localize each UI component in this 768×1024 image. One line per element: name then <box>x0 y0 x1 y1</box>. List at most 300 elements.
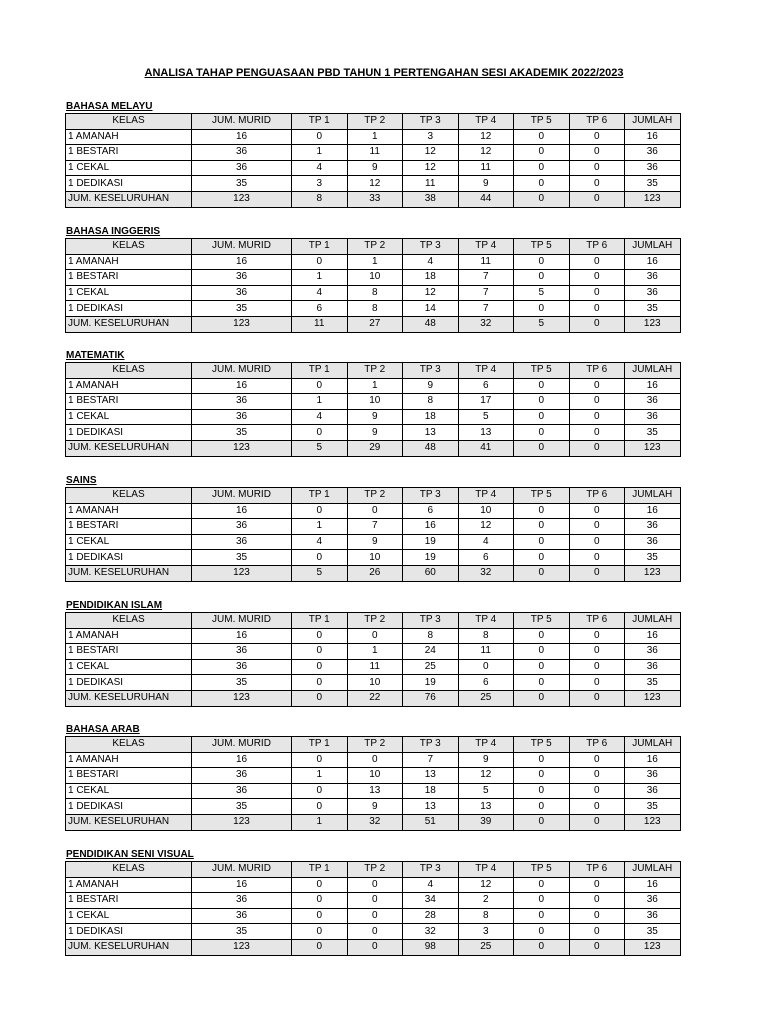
value-cell: 0 <box>292 690 348 706</box>
column-header: TP 3 <box>403 737 459 753</box>
column-header: TP 1 <box>292 488 348 504</box>
value-cell: 10 <box>347 768 403 784</box>
value-cell: 123 <box>192 440 292 456</box>
column-header: TP 5 <box>514 862 570 878</box>
class-name-cell: 1 AMANAH <box>66 129 192 145</box>
value-cell: 0 <box>347 924 403 940</box>
subject-section <box>65 100 679 208</box>
value-cell: 35 <box>625 301 681 317</box>
value-cell: 11 <box>458 644 514 660</box>
value-cell: 123 <box>192 690 292 706</box>
column-header: TP 6 <box>569 613 625 629</box>
column-header: JUM. MURID <box>192 862 292 878</box>
value-cell: 39 <box>458 814 514 830</box>
value-cell: 0 <box>347 893 403 909</box>
value-cell: 1 <box>347 129 403 145</box>
value-cell: 4 <box>292 409 348 425</box>
value-cell: 36 <box>625 768 681 784</box>
value-cell: 0 <box>569 924 625 940</box>
class-name-cell: JUM. KESELURUHAN <box>66 690 192 706</box>
value-cell: 0 <box>514 176 570 192</box>
value-cell: 9 <box>347 160 403 176</box>
column-header: TP 5 <box>514 488 570 504</box>
value-cell: 36 <box>192 534 292 550</box>
value-cell: 0 <box>292 799 348 815</box>
value-cell: 13 <box>347 783 403 799</box>
value-cell: 10 <box>347 270 403 286</box>
value-cell: 38 <box>403 191 459 207</box>
value-cell: 13 <box>403 799 459 815</box>
value-cell: 0 <box>514 270 570 286</box>
total-row <box>66 690 681 706</box>
value-cell: 41 <box>458 440 514 456</box>
value-cell: 0 <box>514 191 570 207</box>
value-cell: 123 <box>192 565 292 581</box>
value-cell: 11 <box>458 254 514 270</box>
class-name-cell: 1 BESTARI <box>66 519 192 535</box>
value-cell: 0 <box>514 503 570 519</box>
column-header: JUMLAH <box>625 737 681 753</box>
value-cell: 0 <box>569 659 625 675</box>
column-header: KELAS <box>66 488 192 504</box>
value-cell: 98 <box>403 939 459 955</box>
value-cell: 22 <box>347 690 403 706</box>
value-cell: 36 <box>625 270 681 286</box>
class-name-cell: 1 BESTARI <box>66 145 192 161</box>
value-cell: 16 <box>625 378 681 394</box>
value-cell: 2 <box>458 893 514 909</box>
value-cell: 76 <box>403 690 459 706</box>
class-name-cell: 1 CEKAL <box>66 160 192 176</box>
class-name-cell: 1 AMANAH <box>66 628 192 644</box>
table-row <box>66 675 681 691</box>
value-cell: 36 <box>625 908 681 924</box>
value-cell: 123 <box>625 565 681 581</box>
value-cell: 0 <box>569 908 625 924</box>
value-cell: 0 <box>514 160 570 176</box>
class-name-cell: 1 CEKAL <box>66 659 192 675</box>
value-cell: 36 <box>192 659 292 675</box>
column-header: JUMLAH <box>625 114 681 130</box>
table-row <box>66 409 681 425</box>
value-cell: 7 <box>458 285 514 301</box>
class-name-cell: 1 BESTARI <box>66 394 192 410</box>
value-cell: 36 <box>192 783 292 799</box>
table-row <box>66 550 681 566</box>
class-name-cell: 1 AMANAH <box>66 378 192 394</box>
value-cell: 4 <box>403 877 459 893</box>
class-name-cell: JUM. KESELURUHAN <box>66 316 192 332</box>
value-cell: 0 <box>569 519 625 535</box>
table-row <box>66 752 681 768</box>
value-cell: 123 <box>192 939 292 955</box>
value-cell: 28 <box>403 908 459 924</box>
value-cell: 44 <box>458 191 514 207</box>
class-name-cell: 1 AMANAH <box>66 752 192 768</box>
column-header: TP 4 <box>458 737 514 753</box>
table-row <box>66 783 681 799</box>
value-cell: 16 <box>625 877 681 893</box>
header-row <box>66 737 681 753</box>
value-cell: 6 <box>458 550 514 566</box>
column-header: TP 2 <box>347 239 403 255</box>
column-header: TP 6 <box>569 114 625 130</box>
value-cell: 0 <box>569 129 625 145</box>
value-cell: 34 <box>403 893 459 909</box>
value-cell: 0 <box>292 425 348 441</box>
value-cell: 36 <box>192 409 292 425</box>
value-cell: 16 <box>192 503 292 519</box>
value-cell: 0 <box>569 628 625 644</box>
column-header: TP 3 <box>403 363 459 379</box>
column-header: TP 5 <box>514 363 570 379</box>
value-cell: 0 <box>514 550 570 566</box>
class-name-cell: 1 CEKAL <box>66 409 192 425</box>
value-cell: 35 <box>192 425 292 441</box>
subject-section <box>65 723 679 831</box>
column-header: TP 4 <box>458 114 514 130</box>
value-cell: 7 <box>403 752 459 768</box>
value-cell: 36 <box>625 644 681 660</box>
column-header: TP 5 <box>514 613 570 629</box>
value-cell: 12 <box>458 877 514 893</box>
value-cell: 13 <box>458 799 514 815</box>
value-cell: 12 <box>403 160 459 176</box>
value-cell: 0 <box>569 877 625 893</box>
subject-title: PENDIDIKAN ISLAM <box>66 600 163 611</box>
value-cell: 36 <box>625 145 681 161</box>
value-cell: 36 <box>192 270 292 286</box>
value-cell: 12 <box>458 129 514 145</box>
value-cell: 123 <box>625 939 681 955</box>
class-name-cell: 1 CEKAL <box>66 908 192 924</box>
value-cell: 8 <box>347 285 403 301</box>
value-cell: 0 <box>514 783 570 799</box>
value-cell: 0 <box>569 550 625 566</box>
class-name-cell: 1 DEDIKASI <box>66 301 192 317</box>
class-name-cell: 1 BESTARI <box>66 644 192 660</box>
value-cell: 26 <box>347 565 403 581</box>
column-header: JUMLAH <box>625 613 681 629</box>
column-header: KELAS <box>66 737 192 753</box>
value-cell: 5 <box>514 285 570 301</box>
value-cell: 35 <box>192 799 292 815</box>
table-row <box>66 877 681 893</box>
value-cell: 0 <box>514 939 570 955</box>
column-header: TP 3 <box>403 488 459 504</box>
total-row <box>66 939 681 955</box>
table-row <box>66 908 681 924</box>
value-cell: 0 <box>514 924 570 940</box>
value-cell: 35 <box>625 675 681 691</box>
value-cell: 0 <box>569 145 625 161</box>
value-cell: 25 <box>458 690 514 706</box>
value-cell: 9 <box>403 378 459 394</box>
value-cell: 16 <box>192 628 292 644</box>
column-header: TP 4 <box>458 613 514 629</box>
column-header: JUMLAH <box>625 363 681 379</box>
subject-table <box>65 736 681 831</box>
subject-table <box>65 861 681 956</box>
value-cell: 12 <box>458 145 514 161</box>
subject-section <box>65 225 679 333</box>
value-cell: 4 <box>292 534 348 550</box>
value-cell: 1 <box>292 768 348 784</box>
class-name-cell: 1 DEDIKASI <box>66 550 192 566</box>
class-name-cell: 1 DEDIKASI <box>66 924 192 940</box>
value-cell: 11 <box>458 160 514 176</box>
value-cell: 0 <box>292 129 348 145</box>
class-name-cell: 1 DEDIKASI <box>66 675 192 691</box>
value-cell: 0 <box>514 519 570 535</box>
value-cell: 16 <box>403 519 459 535</box>
column-header: TP 4 <box>458 239 514 255</box>
value-cell: 3 <box>403 129 459 145</box>
value-cell: 0 <box>569 752 625 768</box>
value-cell: 123 <box>625 191 681 207</box>
value-cell: 0 <box>292 644 348 660</box>
value-cell: 9 <box>347 425 403 441</box>
value-cell: 11 <box>403 176 459 192</box>
value-cell: 123 <box>625 316 681 332</box>
header-row <box>66 363 681 379</box>
subject-table <box>65 612 681 707</box>
column-header: KELAS <box>66 613 192 629</box>
class-name-cell: 1 CEKAL <box>66 783 192 799</box>
value-cell: 36 <box>625 519 681 535</box>
value-cell: 0 <box>514 565 570 581</box>
value-cell: 0 <box>514 628 570 644</box>
column-header: JUM. MURID <box>192 239 292 255</box>
value-cell: 0 <box>569 254 625 270</box>
column-header: KELAS <box>66 862 192 878</box>
value-cell: 0 <box>292 503 348 519</box>
value-cell: 0 <box>292 783 348 799</box>
value-cell: 13 <box>458 425 514 441</box>
column-header: KELAS <box>66 363 192 379</box>
value-cell: 0 <box>292 550 348 566</box>
header-row <box>66 114 681 130</box>
value-cell: 36 <box>625 285 681 301</box>
column-header: TP 1 <box>292 613 348 629</box>
value-cell: 0 <box>514 752 570 768</box>
value-cell: 1 <box>347 644 403 660</box>
subject-title: MATEMATIK <box>66 350 125 361</box>
table-row <box>66 893 681 909</box>
value-cell: 0 <box>514 301 570 317</box>
column-header: TP 1 <box>292 239 348 255</box>
value-cell: 19 <box>403 675 459 691</box>
value-cell: 0 <box>514 394 570 410</box>
column-header: TP 2 <box>347 862 403 878</box>
column-header: JUMLAH <box>625 239 681 255</box>
class-name-cell: 1 BESTARI <box>66 893 192 909</box>
value-cell: 123 <box>625 690 681 706</box>
value-cell: 60 <box>403 565 459 581</box>
subject-section <box>65 848 679 956</box>
value-cell: 1 <box>347 378 403 394</box>
value-cell: 1 <box>292 814 348 830</box>
subject-section <box>65 349 679 457</box>
value-cell: 0 <box>292 659 348 675</box>
value-cell: 16 <box>192 378 292 394</box>
value-cell: 0 <box>569 301 625 317</box>
column-header: TP 4 <box>458 862 514 878</box>
value-cell: 16 <box>625 628 681 644</box>
value-cell: 0 <box>569 440 625 456</box>
value-cell: 0 <box>514 409 570 425</box>
value-cell: 33 <box>347 191 403 207</box>
column-header: TP 1 <box>292 862 348 878</box>
value-cell: 0 <box>514 378 570 394</box>
class-name-cell: JUM. KESELURUHAN <box>66 191 192 207</box>
value-cell: 7 <box>458 270 514 286</box>
value-cell: 0 <box>514 893 570 909</box>
class-name-cell: 1 AMANAH <box>66 877 192 893</box>
value-cell: 36 <box>625 409 681 425</box>
total-row <box>66 316 681 332</box>
value-cell: 0 <box>569 534 625 550</box>
column-header: TP 6 <box>569 737 625 753</box>
value-cell: 16 <box>192 752 292 768</box>
value-cell: 9 <box>347 799 403 815</box>
value-cell: 0 <box>569 285 625 301</box>
value-cell: 0 <box>292 675 348 691</box>
value-cell: 0 <box>514 425 570 441</box>
value-cell: 36 <box>192 908 292 924</box>
class-name-cell: JUM. KESELURUHAN <box>66 440 192 456</box>
column-header: TP 3 <box>403 613 459 629</box>
table-row <box>66 768 681 784</box>
subject-title: SAINS <box>66 475 97 486</box>
value-cell: 123 <box>625 814 681 830</box>
value-cell: 35 <box>625 176 681 192</box>
value-cell: 18 <box>403 409 459 425</box>
value-cell: 16 <box>192 129 292 145</box>
value-cell: 0 <box>569 939 625 955</box>
value-cell: 5 <box>292 440 348 456</box>
value-cell: 1 <box>347 254 403 270</box>
total-row <box>66 565 681 581</box>
table-row <box>66 254 681 270</box>
subject-title: BAHASA MELAYU <box>66 101 153 112</box>
header-row <box>66 488 681 504</box>
value-cell: 35 <box>625 799 681 815</box>
class-name-cell: JUM. KESELURUHAN <box>66 814 192 830</box>
value-cell: 9 <box>458 176 514 192</box>
value-cell: 35 <box>192 675 292 691</box>
table-row <box>66 176 681 192</box>
value-cell: 0 <box>514 145 570 161</box>
value-cell: 0 <box>292 378 348 394</box>
table-row <box>66 519 681 535</box>
value-cell: 10 <box>347 675 403 691</box>
column-header: KELAS <box>66 239 192 255</box>
value-cell: 0 <box>347 908 403 924</box>
value-cell: 9 <box>347 534 403 550</box>
value-cell: 123 <box>192 814 292 830</box>
value-cell: 0 <box>347 939 403 955</box>
value-cell: 1 <box>292 519 348 535</box>
column-header: TP 5 <box>514 737 570 753</box>
value-cell: 0 <box>292 908 348 924</box>
value-cell: 11 <box>347 145 403 161</box>
value-cell: 0 <box>569 316 625 332</box>
column-header: TP 6 <box>569 239 625 255</box>
value-cell: 25 <box>403 659 459 675</box>
value-cell: 4 <box>292 285 348 301</box>
value-cell: 0 <box>569 814 625 830</box>
value-cell: 36 <box>625 783 681 799</box>
table-row <box>66 378 681 394</box>
column-header: JUM. MURID <box>192 737 292 753</box>
value-cell: 10 <box>347 550 403 566</box>
value-cell: 0 <box>347 752 403 768</box>
value-cell: 3 <box>458 924 514 940</box>
value-cell: 0 <box>569 176 625 192</box>
value-cell: 1 <box>292 394 348 410</box>
table-row <box>66 659 681 675</box>
class-name-cell: 1 AMANAH <box>66 254 192 270</box>
value-cell: 36 <box>192 394 292 410</box>
value-cell: 13 <box>403 425 459 441</box>
table-row <box>66 503 681 519</box>
value-cell: 35 <box>192 176 292 192</box>
column-header: TP 5 <box>514 114 570 130</box>
value-cell: 32 <box>458 316 514 332</box>
subject-table <box>65 238 681 333</box>
value-cell: 9 <box>347 409 403 425</box>
value-cell: 35 <box>192 301 292 317</box>
value-cell: 4 <box>458 534 514 550</box>
value-cell: 32 <box>403 924 459 940</box>
value-cell: 0 <box>514 644 570 660</box>
value-cell: 19 <box>403 550 459 566</box>
class-name-cell: JUM. KESELURUHAN <box>66 939 192 955</box>
value-cell: 0 <box>514 659 570 675</box>
value-cell: 10 <box>347 394 403 410</box>
value-cell: 0 <box>514 799 570 815</box>
value-cell: 12 <box>403 285 459 301</box>
value-cell: 0 <box>292 893 348 909</box>
class-name-cell: 1 AMANAH <box>66 503 192 519</box>
value-cell: 10 <box>458 503 514 519</box>
value-cell: 0 <box>569 799 625 815</box>
column-header: TP 6 <box>569 488 625 504</box>
value-cell: 8 <box>458 908 514 924</box>
header-row <box>66 862 681 878</box>
value-cell: 6 <box>458 675 514 691</box>
value-cell: 0 <box>292 939 348 955</box>
value-cell: 12 <box>458 519 514 535</box>
value-cell: 0 <box>514 877 570 893</box>
value-cell: 35 <box>625 550 681 566</box>
value-cell: 0 <box>569 565 625 581</box>
value-cell: 0 <box>514 908 570 924</box>
class-name-cell: 1 CEKAL <box>66 534 192 550</box>
class-name-cell: 1 DEDIKASI <box>66 799 192 815</box>
value-cell: 0 <box>347 503 403 519</box>
value-cell: 36 <box>625 394 681 410</box>
value-cell: 0 <box>514 440 570 456</box>
column-header: TP 2 <box>347 114 403 130</box>
column-header: TP 1 <box>292 737 348 753</box>
table-row <box>66 145 681 161</box>
value-cell: 12 <box>347 176 403 192</box>
column-header: TP 4 <box>458 363 514 379</box>
value-cell: 36 <box>192 644 292 660</box>
value-cell: 6 <box>458 378 514 394</box>
